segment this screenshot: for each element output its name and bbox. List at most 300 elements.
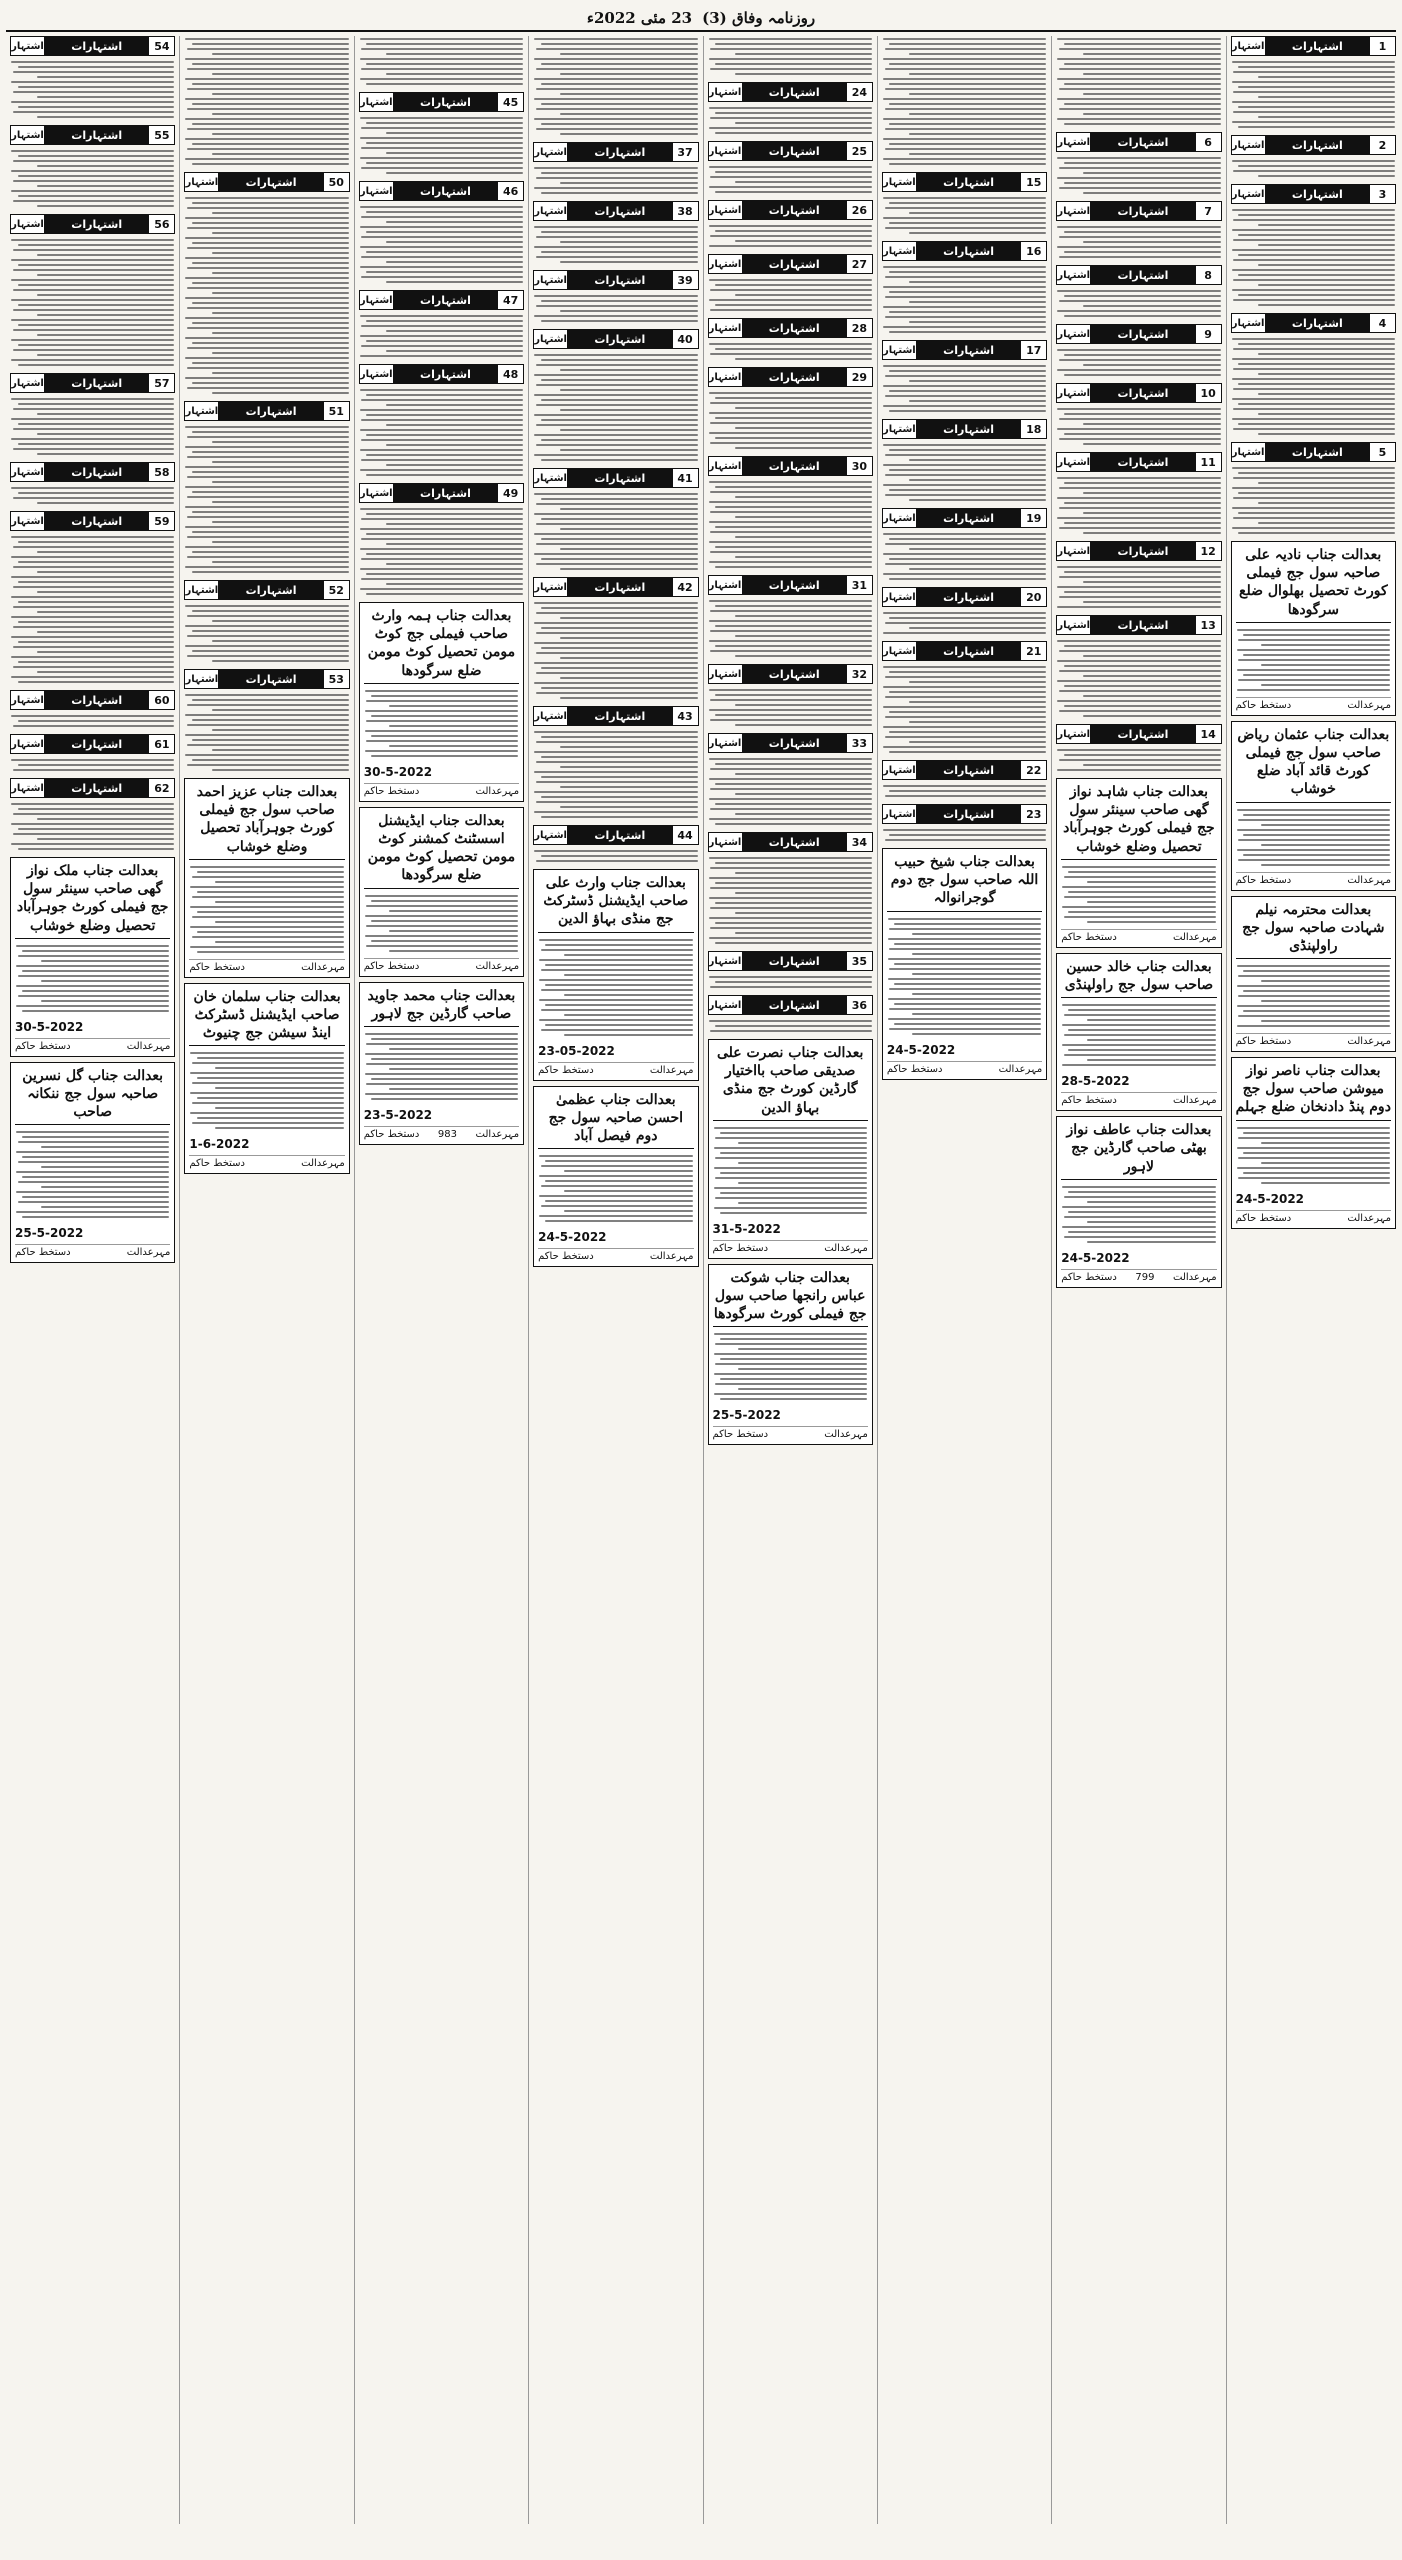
ad-body-text bbox=[708, 341, 873, 362]
ad-header bbox=[10, 462, 175, 482]
ad-header bbox=[359, 181, 524, 201]
ad-number: 35 bbox=[846, 952, 872, 970]
court-footer bbox=[1236, 1210, 1391, 1224]
ad-tag: اشتہار bbox=[11, 779, 45, 797]
ad-header-label: اشتہارات bbox=[219, 173, 322, 191]
court-seal-label: مہرعدالت bbox=[649, 1251, 694, 1263]
ad-tag: اشتہار bbox=[185, 173, 219, 191]
ad-notice bbox=[1231, 184, 1396, 308]
ad-header bbox=[359, 92, 524, 112]
ad-notice bbox=[882, 340, 1047, 414]
ad-notice bbox=[1056, 265, 1221, 319]
ad-tag: اشتہار bbox=[11, 374, 45, 392]
court-seal-label: مہرعدالت bbox=[649, 1064, 694, 1076]
court-title: بعدالت جناب محمد جاوید صاحب گارڈین جج لاہور bbox=[364, 987, 519, 1027]
ad-header-label: اشتہارات bbox=[1091, 616, 1194, 634]
ad-body-text bbox=[882, 264, 1047, 335]
ad-header-label: اشتہارات bbox=[568, 330, 671, 348]
ad-number: 45 bbox=[497, 93, 523, 111]
court-title: بعدالت جناب عزیز احمد صاحب سول جج فیملی کورٹ جوہرآباد تحصیل وضلع خوشاب bbox=[189, 783, 344, 860]
ad-number: 30 bbox=[846, 457, 872, 475]
ad-body-text bbox=[708, 390, 873, 451]
ad-notice bbox=[1056, 383, 1221, 447]
ad-header-label: اشتہارات bbox=[394, 365, 497, 383]
ad-number: 31 bbox=[846, 576, 872, 594]
judge-signature-label: دستخط حاکم bbox=[1235, 874, 1292, 886]
ad-notice bbox=[533, 201, 698, 265]
court-body-text bbox=[364, 1031, 519, 1102]
ad-header bbox=[1231, 184, 1396, 204]
ad-header bbox=[1056, 265, 1221, 285]
court-title: بعدالت جناب سلمان خان صاحب ایڈیشنل ڈسٹرکٹ اینڈ سیشن جج چنیوٹ bbox=[189, 988, 344, 1047]
column-6 bbox=[354, 36, 524, 2524]
ad-tag: اشتہار bbox=[1057, 266, 1091, 284]
ad-header bbox=[708, 832, 873, 852]
ad-header-label: اشتہارات bbox=[45, 374, 148, 392]
ad-notice bbox=[533, 329, 698, 463]
ad-header-label: اشتہارات bbox=[1091, 542, 1194, 560]
judge-signature-label: دستخط حاکم bbox=[1235, 1036, 1292, 1048]
ad-header-label: اشتہارات bbox=[917, 761, 1020, 779]
ad-notice bbox=[359, 483, 524, 597]
ad-tag: اشتہار bbox=[1057, 725, 1091, 743]
ad-tag: اشتہار bbox=[709, 201, 743, 219]
ad-header-label: اشتہارات bbox=[219, 670, 322, 688]
ad-body-text bbox=[533, 165, 698, 196]
ad-header-label: اشتہارات bbox=[1266, 136, 1369, 154]
ad-number: 23 bbox=[1020, 805, 1046, 823]
ad-header bbox=[10, 214, 175, 234]
ad-header-label: اشتہارات bbox=[394, 93, 497, 111]
judge-signature-label: دستخط حاکم bbox=[1061, 931, 1117, 943]
ad-tag: اشتہار bbox=[11, 37, 45, 55]
ad-body-text bbox=[882, 827, 1047, 843]
ad-number: 52 bbox=[323, 581, 349, 599]
ad-notice bbox=[1056, 724, 1221, 773]
court-footer bbox=[887, 1061, 1042, 1075]
court-body-text bbox=[189, 864, 344, 955]
court-seal-label: مہرعدالت bbox=[301, 1158, 345, 1170]
ad-tag: اشتہار bbox=[1057, 202, 1091, 220]
ad-header-label: اشتہارات bbox=[917, 173, 1020, 191]
judge-signature-label: دستخط حاکم bbox=[363, 1128, 420, 1140]
court-title: بعدالت جناب نادیہ علی صاحبہ سول جج فیملی کورٹ تحصیل بھلوال ضلع سرگودھا bbox=[1236, 546, 1391, 623]
ad-header bbox=[708, 575, 873, 595]
court-seal-label: مہرعدالت bbox=[1173, 1095, 1217, 1107]
court-footer bbox=[15, 1244, 170, 1258]
ad-number: 22 bbox=[1020, 761, 1046, 779]
ad-tag: اشتہار bbox=[1057, 616, 1091, 634]
ad-header bbox=[1056, 324, 1221, 344]
ad-body-text bbox=[882, 363, 1047, 414]
ad-number: 59 bbox=[148, 512, 174, 530]
ad-tag: اشتہار bbox=[1232, 37, 1266, 55]
ad-notice bbox=[882, 241, 1047, 335]
ad-number: 34 bbox=[846, 833, 872, 851]
court-body-text bbox=[1061, 864, 1216, 925]
ad-body-text bbox=[10, 396, 175, 457]
ad-header-label: اشتہارات bbox=[743, 833, 846, 851]
ad-number: 13 bbox=[1195, 616, 1221, 634]
ad-body-text bbox=[10, 713, 175, 729]
court-notice bbox=[708, 1264, 873, 1446]
ad-notice bbox=[184, 580, 349, 664]
court-body-text bbox=[364, 688, 519, 759]
ad-tag: اشتہار bbox=[1232, 314, 1266, 332]
ad-body-text bbox=[882, 664, 1047, 755]
ad-tag: اشتہار bbox=[883, 341, 917, 359]
continued-text bbox=[533, 36, 698, 137]
ad-number: 27 bbox=[846, 255, 872, 273]
ad-notice bbox=[708, 951, 873, 990]
ad-number: 53 bbox=[323, 670, 349, 688]
ad-notice bbox=[10, 511, 175, 685]
ad-tag: اشتہار bbox=[360, 93, 394, 111]
ad-notice bbox=[10, 734, 175, 773]
column-5 bbox=[528, 36, 698, 2524]
ad-tag: اشتہار bbox=[883, 242, 917, 260]
court-body-text bbox=[1236, 1125, 1391, 1186]
hearing-date: 30-5-2022 bbox=[363, 764, 433, 779]
ad-tag: اشتہار bbox=[709, 576, 743, 594]
judge-signature-label: دستخط حاکم bbox=[1235, 1212, 1292, 1224]
hearing-date: 24-5-2022 bbox=[1235, 1191, 1305, 1206]
ad-body-text bbox=[882, 442, 1047, 503]
continued-text bbox=[184, 36, 349, 167]
ad-header-label: اشتہارات bbox=[743, 457, 846, 475]
ad-header-label: اشتہارات bbox=[1266, 443, 1369, 461]
court-notice bbox=[1056, 1116, 1221, 1288]
court-footer bbox=[1061, 1269, 1216, 1283]
ad-notice bbox=[533, 825, 698, 864]
ad-number: 16 bbox=[1020, 242, 1046, 260]
ad-body-text bbox=[184, 692, 349, 773]
ad-number: 43 bbox=[672, 707, 698, 725]
ad-header bbox=[1056, 132, 1221, 152]
ad-body-text bbox=[533, 224, 698, 265]
court-notice bbox=[1231, 1057, 1396, 1229]
ad-notice bbox=[10, 690, 175, 729]
ad-header bbox=[882, 804, 1047, 824]
ad-body-text bbox=[359, 506, 524, 597]
ad-number: 12 bbox=[1195, 542, 1221, 560]
ad-notice bbox=[1056, 615, 1221, 719]
ad-tag: اشتہار bbox=[1057, 325, 1091, 343]
judge-signature-label: دستخط حاکم bbox=[189, 961, 245, 973]
continued-body-text bbox=[184, 36, 349, 167]
judge-signature-label: دستخط حاکم bbox=[712, 1242, 769, 1254]
ad-notice bbox=[882, 172, 1047, 236]
court-body-text bbox=[1061, 1184, 1216, 1245]
court-title: بعدالت جناب شاہد نواز گھی صاحب سینئر سول جج فیملی کورٹ جوہرآباد تحصیل وضلع خوشاب bbox=[1061, 783, 1216, 860]
ad-header-label: اشتہارات bbox=[45, 215, 148, 233]
continued-body-text bbox=[882, 36, 1047, 167]
ad-body-text bbox=[708, 277, 873, 313]
continued-body-text bbox=[1056, 36, 1221, 127]
ad-header-label: اشتہارات bbox=[917, 642, 1020, 660]
ad-header bbox=[10, 125, 175, 145]
ad-notice bbox=[1231, 442, 1396, 536]
ad-tag: اشتہار bbox=[185, 670, 219, 688]
ad-number: 32 bbox=[846, 665, 872, 683]
ad-number: 21 bbox=[1020, 642, 1046, 660]
ad-header-label: اشتہارات bbox=[743, 665, 846, 683]
ad-tag: اشتہار bbox=[11, 512, 45, 530]
ad-body-text bbox=[882, 195, 1047, 236]
court-notice bbox=[359, 982, 524, 1145]
ad-number: 24 bbox=[846, 83, 872, 101]
ad-header bbox=[1056, 452, 1221, 472]
ad-header-label: اشتہارات bbox=[1091, 202, 1194, 220]
continued-body-text bbox=[533, 36, 698, 137]
ad-header-label: اشتہارات bbox=[568, 826, 671, 844]
ad-tag: اشتہار bbox=[11, 215, 45, 233]
ad-header-label: اشتہارات bbox=[743, 255, 846, 273]
court-notice bbox=[10, 857, 175, 1057]
judge-signature-label: دستخط حاکم bbox=[363, 960, 420, 972]
ad-header bbox=[882, 508, 1047, 528]
ad-header bbox=[184, 669, 349, 689]
ad-tag: اشتہار bbox=[360, 484, 394, 502]
ad-tag: اشتہار bbox=[1057, 384, 1091, 402]
ad-tag: اشتہار bbox=[709, 952, 743, 970]
ad-body-text bbox=[10, 237, 175, 368]
ad-header bbox=[533, 329, 698, 349]
court-notice bbox=[533, 869, 698, 1081]
ad-header bbox=[882, 641, 1047, 661]
ad-tag: اشتہار bbox=[883, 173, 917, 191]
ad-notice bbox=[10, 214, 175, 368]
ad-number: 8 bbox=[1195, 266, 1221, 284]
ad-header bbox=[10, 734, 175, 754]
court-title: بعدالت جناب ایڈیشنل اسسٹنٹ کمشنر کوٹ مومن تحصیل کوٹ مومن ضلع سرگودھا bbox=[364, 812, 519, 889]
ad-body-text bbox=[708, 598, 873, 659]
ad-notice bbox=[708, 367, 873, 451]
ad-notice bbox=[708, 456, 873, 570]
ad-body-text bbox=[882, 610, 1047, 636]
ad-number: 41 bbox=[672, 469, 698, 487]
court-notice bbox=[1231, 541, 1396, 716]
ad-tag: اشتہار bbox=[1232, 136, 1266, 154]
column-2 bbox=[1051, 36, 1221, 2524]
court-date-box bbox=[364, 1108, 519, 1122]
hearing-date: 24-5-2022 bbox=[886, 1042, 956, 1057]
ad-tag: اشتہار bbox=[883, 588, 917, 606]
ad-body-text bbox=[1231, 158, 1396, 179]
court-notice bbox=[359, 602, 524, 802]
ad-notice bbox=[184, 669, 349, 773]
ad-notice bbox=[882, 760, 1047, 799]
court-notice bbox=[184, 778, 349, 978]
ad-tag: اشتہار bbox=[534, 202, 568, 220]
ad-header bbox=[184, 172, 349, 192]
continued-text bbox=[1056, 36, 1221, 127]
ad-body-text bbox=[1056, 155, 1221, 196]
ad-number: 62 bbox=[148, 779, 174, 797]
ad-header-label: اشتہارات bbox=[1266, 314, 1369, 332]
ad-header-label: اشتہارات bbox=[568, 143, 671, 161]
ad-notice bbox=[882, 804, 1047, 843]
ad-number: 15 bbox=[1020, 173, 1046, 191]
ad-tag: اشتہار bbox=[534, 469, 568, 487]
ad-number: 61 bbox=[148, 735, 174, 753]
court-seal-label: مہرعدالت bbox=[1173, 931, 1217, 943]
column-8 bbox=[6, 36, 175, 2524]
court-body-text bbox=[538, 1153, 693, 1224]
ad-header-label: اشتہارات bbox=[394, 484, 497, 502]
masthead bbox=[6, 6, 1396, 32]
ad-tag: اشتہار bbox=[185, 402, 219, 420]
hearing-date: 30-5-2022 bbox=[15, 1019, 84, 1034]
ad-header-label: اشتہارات bbox=[1091, 384, 1194, 402]
ad-header bbox=[882, 241, 1047, 261]
court-footer bbox=[189, 959, 344, 973]
ad-tag: اشتہار bbox=[1232, 443, 1266, 461]
ad-number: 56 bbox=[148, 215, 174, 233]
ad-tag: اشتہار bbox=[534, 578, 568, 596]
ad-tag: اشتہار bbox=[883, 420, 917, 438]
ad-tag: اشتہار bbox=[709, 457, 743, 475]
ad-number: 46 bbox=[497, 182, 523, 200]
ad-header bbox=[1231, 313, 1396, 333]
ad-header bbox=[10, 690, 175, 710]
court-date-box bbox=[538, 1230, 693, 1244]
ad-body-text bbox=[1231, 336, 1396, 437]
continued-body-text bbox=[708, 36, 873, 77]
court-notice bbox=[882, 848, 1047, 1080]
ad-notice bbox=[708, 832, 873, 946]
ad-number: 39 bbox=[672, 271, 698, 289]
ad-notice bbox=[359, 92, 524, 176]
hearing-date: 23-05-2022 bbox=[538, 1043, 615, 1058]
ad-body-text bbox=[1056, 224, 1221, 260]
court-title: بعدالت جناب شوکت عباس رانجھا صاحب سول جج فیملی کورٹ سرگودھا bbox=[713, 1269, 868, 1328]
court-title: بعدالت جناب شیخ حبیب اللہ صاحب سول جج دوم گوجرانوالہ bbox=[887, 853, 1042, 912]
ad-body-text bbox=[1231, 59, 1396, 130]
ad-body-text bbox=[533, 600, 698, 701]
ad-header-label: اشتہارات bbox=[45, 779, 148, 797]
ad-notice bbox=[708, 82, 873, 136]
ad-notice bbox=[708, 254, 873, 313]
ad-number: 9 bbox=[1195, 325, 1221, 343]
court-body-text bbox=[713, 1125, 868, 1216]
ad-header bbox=[708, 733, 873, 753]
ad-header bbox=[708, 664, 873, 684]
ad-header bbox=[708, 141, 873, 161]
ad-tag: اشتہار bbox=[534, 330, 568, 348]
ad-header bbox=[882, 340, 1047, 360]
ad-notice bbox=[533, 706, 698, 820]
ad-body-text bbox=[10, 59, 175, 120]
ad-number: 51 bbox=[323, 402, 349, 420]
ad-header bbox=[10, 511, 175, 531]
ad-header-label: اشتہارات bbox=[219, 402, 322, 420]
ad-tag: اشتہار bbox=[360, 365, 394, 383]
ad-number: 17 bbox=[1020, 341, 1046, 359]
ad-notice bbox=[708, 141, 873, 195]
continued-text bbox=[708, 36, 873, 77]
court-footer bbox=[1236, 1033, 1391, 1047]
judge-signature-label: دستخط حاکم bbox=[1061, 1095, 1117, 1107]
ad-header-label: اشتہارات bbox=[394, 182, 497, 200]
ad-notice bbox=[708, 200, 873, 249]
ad-body-text bbox=[708, 479, 873, 570]
ad-body-text bbox=[882, 783, 1047, 799]
judge-signature-label: دستخط حاکم bbox=[886, 1063, 943, 1075]
ad-header-label: اشتہارات bbox=[1091, 325, 1194, 343]
judge-signature-label: دستخط حاکم bbox=[15, 1040, 71, 1052]
ad-header bbox=[533, 706, 698, 726]
court-notice bbox=[708, 1039, 873, 1259]
ad-tag: اشتہار bbox=[883, 761, 917, 779]
ad-header-label: اشتہارات bbox=[394, 291, 497, 309]
ad-body-text bbox=[184, 603, 349, 664]
court-date-box bbox=[713, 1408, 868, 1422]
court-date-box bbox=[1061, 1074, 1216, 1088]
ad-header bbox=[1231, 442, 1396, 462]
judge-signature-label: دستخط حاکم bbox=[1235, 699, 1292, 711]
ad-header bbox=[184, 580, 349, 600]
ad-header bbox=[708, 995, 873, 1015]
ad-header bbox=[708, 254, 873, 274]
court-title: بعدالت جناب عظمیٰ احسن صاحبہ سول جج دوم فیصل آباد bbox=[538, 1091, 693, 1150]
ad-number: 50 bbox=[323, 173, 349, 191]
ad-header-label: اشتہارات bbox=[743, 996, 846, 1014]
ad-number: 7 bbox=[1195, 202, 1221, 220]
ad-header-label: اشتہارات bbox=[45, 691, 148, 709]
ad-number: 40 bbox=[672, 330, 698, 348]
ad-notice bbox=[533, 142, 698, 196]
judge-signature-label: دستخط حاکم bbox=[538, 1251, 594, 1263]
ad-notice bbox=[882, 508, 1047, 582]
court-title: بعدالت جناب عاطف نواز بھٹی صاحب گارڈین جج لاہور bbox=[1061, 1121, 1216, 1180]
court-title: بعدالت جناب ناصر نواز میوشن صاحب سول جج دوم پنڈ دادنخان ضلع جہلم bbox=[1236, 1062, 1391, 1121]
ad-notice bbox=[184, 172, 349, 396]
ad-header-label: اشتہارات bbox=[1091, 133, 1194, 151]
court-seal-label: مہرعدالت bbox=[475, 785, 520, 797]
ad-tag: اشتہار bbox=[709, 833, 743, 851]
ad-notice bbox=[882, 587, 1047, 636]
court-footer bbox=[538, 1062, 693, 1076]
court-seal-label: مہرعدالت bbox=[1347, 1212, 1391, 1224]
ad-header-label: اشتہارات bbox=[568, 707, 671, 725]
court-seal-label: مہرعدالت bbox=[475, 960, 520, 972]
ad-header bbox=[1056, 201, 1221, 221]
ad-header-label: اشتہارات bbox=[45, 735, 148, 753]
court-date-box bbox=[1236, 1192, 1391, 1206]
ad-notice bbox=[10, 373, 175, 457]
ad-body-text bbox=[359, 204, 524, 285]
ad-number: 48 bbox=[497, 365, 523, 383]
court-date-box bbox=[364, 765, 519, 779]
ad-body-text bbox=[1056, 347, 1221, 378]
ad-header bbox=[708, 82, 873, 102]
continued-text bbox=[882, 36, 1047, 167]
court-seal-label: مہرعدالت bbox=[1347, 699, 1391, 711]
ad-body-text bbox=[708, 1018, 873, 1034]
court-body-text bbox=[538, 937, 693, 1038]
ad-header bbox=[1231, 135, 1396, 155]
court-footer bbox=[1236, 697, 1391, 711]
ad-header-label: اشتہارات bbox=[1091, 266, 1194, 284]
ad-number: 26 bbox=[846, 201, 872, 219]
ad-tag: اشتہار bbox=[1057, 542, 1091, 560]
court-footer bbox=[1236, 872, 1391, 886]
ad-body-text bbox=[708, 687, 873, 728]
court-title: بعدالت جناب خالد حسین صاحب سول جج راولپنڈی bbox=[1061, 958, 1216, 998]
ad-header bbox=[882, 172, 1047, 192]
ad-number: 20 bbox=[1020, 588, 1046, 606]
